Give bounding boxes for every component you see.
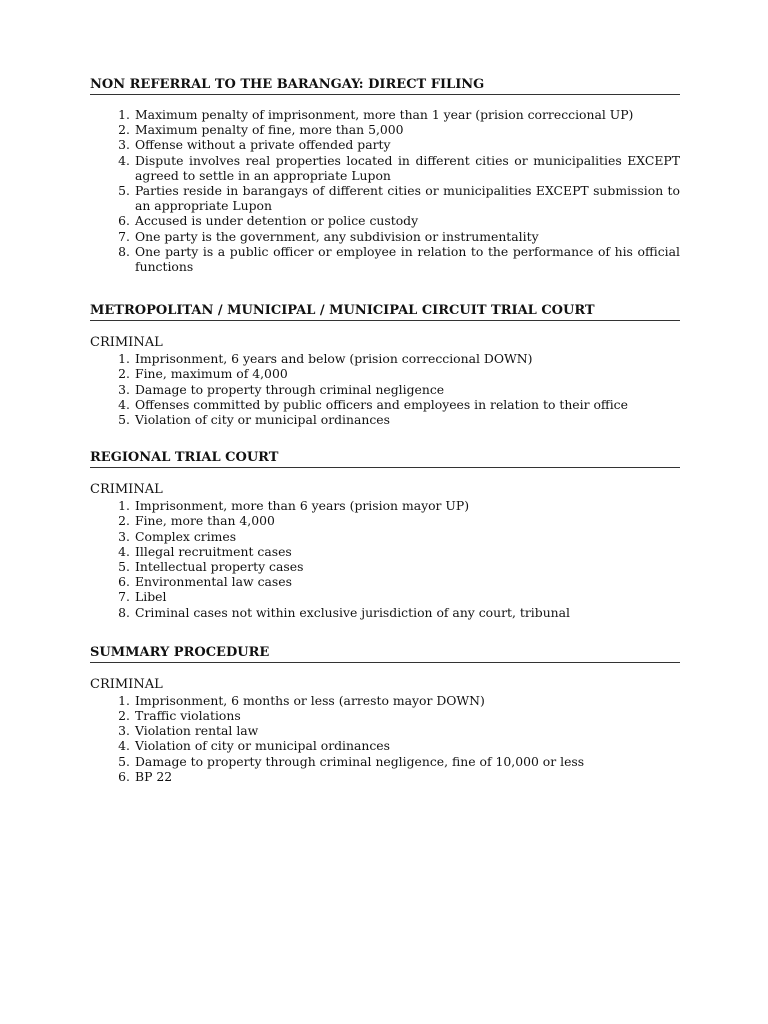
list-item-number: 1. <box>118 498 130 514</box>
list-item-number: 5. <box>118 559 130 575</box>
list-item <box>90 738 680 753</box>
list-item-number: 2. <box>118 708 130 724</box>
list-item <box>90 589 680 604</box>
list-item-text: Maximum penalty of fine, more than 5,000 <box>135 122 404 138</box>
list-item-number: 6. <box>118 768 130 784</box>
list-item <box>90 708 680 723</box>
list-item-number: 5. <box>118 183 130 199</box>
list-item-text: Criminal cases not within exclusive jurisdiction of any court, tribunal <box>135 604 571 620</box>
list-item <box>90 559 680 574</box>
list-item <box>90 397 680 412</box>
list-item-text: One party is the government, any subdivision or instrumentality <box>135 228 539 244</box>
section-rtc <box>90 449 680 620</box>
section-subheading: CRIMINAL <box>90 676 163 692</box>
list-item-text: Fine, more than 4,000 <box>135 513 275 529</box>
section-subheading: CRIMINAL <box>90 335 163 351</box>
list-item-number: 5. <box>118 753 130 769</box>
list-item-number: 1. <box>118 692 130 708</box>
list-item <box>90 213 680 228</box>
list-item <box>90 137 680 152</box>
list-item-number: 2. <box>118 122 130 138</box>
list-item <box>90 366 680 381</box>
list-item-number: 8. <box>118 604 130 620</box>
list-item-number: 3. <box>118 381 130 397</box>
list-item <box>90 153 680 183</box>
list-item <box>90 412 680 427</box>
section-heading: REGIONAL TRIAL COURT <box>90 449 680 468</box>
list-item-number: 3. <box>118 137 130 153</box>
list-item-number: 6. <box>118 574 130 590</box>
list-item <box>90 513 680 528</box>
list-item-number: 8. <box>118 243 130 259</box>
list-item-number: 4. <box>118 543 130 559</box>
list-item-number: 1. <box>118 351 130 367</box>
list-item <box>90 723 680 738</box>
list-item-number: 4. <box>118 738 130 754</box>
section-direct-filing <box>90 76 680 274</box>
list-item-text: Imprisonment, 6 months or less (arresto mayor DOWN) <box>135 692 485 708</box>
list-item-text: Parties reside in barangays of different cities or municipalities EXCEPT submission to an appropriate Lupon <box>135 183 680 214</box>
list-item-number: 3. <box>118 528 130 544</box>
list-item-text: Damage to property through criminal negligence <box>135 381 445 397</box>
list-item-text: Traffic violations <box>135 708 241 724</box>
list-item <box>90 529 680 544</box>
section-mtc <box>90 302 680 427</box>
list-item-text: Offense without a private offended party <box>135 137 391 153</box>
list-item <box>90 122 680 137</box>
numbered-list <box>90 351 680 427</box>
list-item <box>90 769 680 784</box>
numbered-list <box>90 498 680 620</box>
list-item-text: Fine, maximum of 4,000 <box>135 366 288 382</box>
list-item <box>90 693 680 708</box>
section-heading: METROPOLITAN / MUNICIPAL / MUNICIPAL CIRCUIT TRIAL COURT <box>90 302 680 321</box>
list-item-number: 4. <box>118 152 130 168</box>
list-item-text: Violation of city or municipal ordinances <box>135 738 391 754</box>
list-item-text: Intellectual property cases <box>135 559 304 575</box>
list-item-text: One party is a public officer or employee in relation to the performance of his official functions <box>135 243 680 275</box>
list-item-number: 4. <box>118 396 130 412</box>
document-page <box>90 76 680 798</box>
list-item <box>90 183 680 213</box>
list-item-number: 1. <box>118 107 130 122</box>
list-item-text: BP 22 <box>135 768 173 784</box>
section-subheading: CRIMINAL <box>90 482 163 498</box>
list-item-text: Illegal recruitment cases <box>135 543 292 559</box>
list-item <box>90 244 680 274</box>
list-item-number: 6. <box>118 213 130 229</box>
list-item-number: 5. <box>118 412 130 428</box>
numbered-list <box>90 693 680 784</box>
list-item-text: Environmental law cases <box>135 574 292 590</box>
list-item-number: 7. <box>118 589 130 605</box>
list-item <box>90 229 680 244</box>
section-heading: NON REFERRAL TO THE BARANGAY: DIRECT FILING <box>90 76 680 95</box>
list-item <box>90 754 680 769</box>
list-item-number: 2. <box>118 513 130 529</box>
list-item-text: Violation rental law <box>135 723 259 739</box>
list-item <box>90 544 680 559</box>
list-item-text: Imprisonment, 6 years and below (prision correccional DOWN) <box>135 351 533 367</box>
list-item <box>90 498 680 513</box>
list-item-text: Libel <box>135 589 167 605</box>
list-item <box>90 574 680 589</box>
list-item-text: Dispute involves real properties located in different cities or municipalities EXCEPT agreed to settle in an appropriate Lupon <box>135 152 680 183</box>
list-item-number: 7. <box>118 228 130 244</box>
list-item-text: Offenses committed by public officers and employees in relation to their office <box>135 396 628 412</box>
list-item <box>90 382 680 397</box>
list-item-text: Damage to property through criminal negligence, fine of 10,000 or less <box>135 753 585 769</box>
section-summary-procedure <box>90 644 680 784</box>
list-item-number: 3. <box>118 723 130 739</box>
list-item-text: Imprisonment, more than 6 years (prision mayor UP) <box>135 498 470 514</box>
list-item-number: 2. <box>118 366 130 382</box>
list-item-text: Accused is under detention or police custody <box>135 213 419 229</box>
list-item-text: Complex crimes <box>135 528 237 544</box>
section-heading: SUMMARY PROCEDURE <box>90 644 680 663</box>
list-item <box>90 605 680 620</box>
list-item-text: Maximum penalty of imprisonment, more than 1 year (prision correccional UP) <box>135 107 634 122</box>
list-item <box>90 107 680 122</box>
list-item-text: Violation of city or municipal ordinances <box>135 412 391 428</box>
numbered-list <box>90 107 680 274</box>
list-item <box>90 351 680 366</box>
